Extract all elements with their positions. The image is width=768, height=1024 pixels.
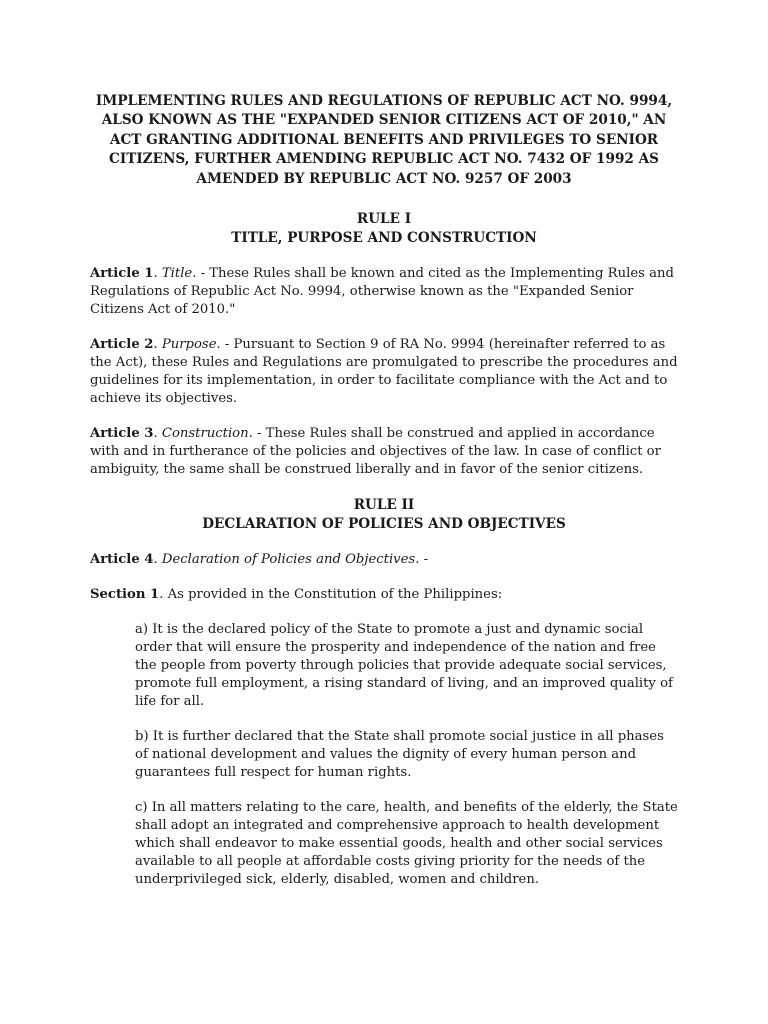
article-1-term: Title — [161, 265, 193, 281]
section-1-label: Section 1 — [90, 586, 160, 602]
document-title: IMPLEMENTING RULES AND REGULATIONS OF REPUBLIC ACT NO. 9994, ALSO KNOWN AS THE "EXPANDED SENIOR CITIZENS ACT OF 2010," AN ACT GRANTING ADDITIONAL BENEFITS AND PRIVILEGES TO SENIOR CITIZENS, FURTHER AMENDING REPUBLIC ACT NO. 7432 OF 1992 AS AMENDED BY REPUBLIC ACT NO. 9257 OF 2003 — [95, 93, 673, 187]
article-4-term: Declaration of Policies and Objectives — [161, 551, 416, 567]
section-1-item-b: b) It is further declared that the State shall promote social justice in all phases of national development and values the dignity of every human person and guarantees full respect for human rights. — [135, 728, 664, 780]
article-2-label: Article 2 — [90, 336, 154, 352]
article-3-label: Article 3 — [90, 425, 154, 441]
section-1: Section 1. As provided in the Constitution of the Philippines: — [90, 586, 503, 602]
article-1-label: Article 1 — [90, 265, 154, 281]
section-1-item-c: c) In all matters relating to the care, health, and benefits of the elderly, the State shall adopt an integrated and comprehensive approach to health development which shall endeavor to make essential goods, health and other social services available to all people at affordable costs giving priority for the needs of the underprivileged sick, elderly, disabled, women and children. — [135, 799, 678, 887]
article-1-text: These Rules shall be known and cited as the Implementing Rules and Regulations of Republic Act No. 9994, otherwise known as the "Expanded Senior Citizens Act of 2010." — [90, 265, 674, 317]
rule-1-title: TITLE, PURPOSE AND CONSTRUCTION — [231, 230, 537, 247]
rule-2-number: RULE II — [353, 496, 415, 513]
rule-1-number: RULE I — [356, 211, 412, 228]
article-2-term: Purpose — [161, 336, 217, 352]
article-4-label: Article 4 — [90, 551, 154, 567]
article-2-text: Pursuant to Section 9 of RA No. 9994 (hereinafter referred to as the Act), these Rules and Regulations are promulgated to prescribe the procedures and guidelines for its implementation, in order to facilitate compliance with the Act and to achieve its objectives. — [90, 336, 678, 406]
article-3: Article 3. Construction. - These Rules shall be construed and applied in accordance with and in furtherance of the policies and objectives of the law. In case of conflict or ambiguity, the same shall be construed liberally and in favor of the senior citizens. — [90, 425, 661, 477]
article-4: Article 4. Declaration of Policies and Objectives. - — [90, 551, 429, 567]
rule-1-heading — [90, 210, 678, 249]
article-3-term: Construction — [161, 425, 249, 441]
article-2: Article 2. Purpose. - Pursuant to Section 9 of RA No. 9994 (hereinafter referred to as the Act), these Rules and Regulations are promulgated to prescribe the procedures and guidelines for its implementation, in order to facilitate compliance with the Act and to achieve its objectives. — [90, 336, 678, 406]
rule-2-heading — [90, 496, 678, 535]
article-1: Article 1. Title. - These Rules shall be known and cited as the Implementing Rules and Regulations of Republic Act No. 9994, otherwise known as the "Expanded Senior Citizens Act of 2010." — [90, 265, 674, 317]
section-1-text: As provided in the Constitution of the Philippines: — [167, 586, 503, 602]
article-3-text: These Rules shall be construed and applied in accordance with and in furtherance of the policies and objectives of the law. In case of conflict or ambiguity, the same shall be construed liberally and in favor of the senior citizens. — [90, 425, 661, 477]
document-page — [90, 92, 678, 889]
rule-2-title: DECLARATION OF POLICIES AND OBJECTIVES — [202, 516, 566, 533]
section-1-item-a: a) It is the declared policy of the State to promote a just and dynamic social order that will ensure the prosperity and independence of the nation and free the people from poverty through policies that provide adequate social services, promote full employment, a rising standard of living, and an improved quality of life for all. — [135, 621, 673, 709]
